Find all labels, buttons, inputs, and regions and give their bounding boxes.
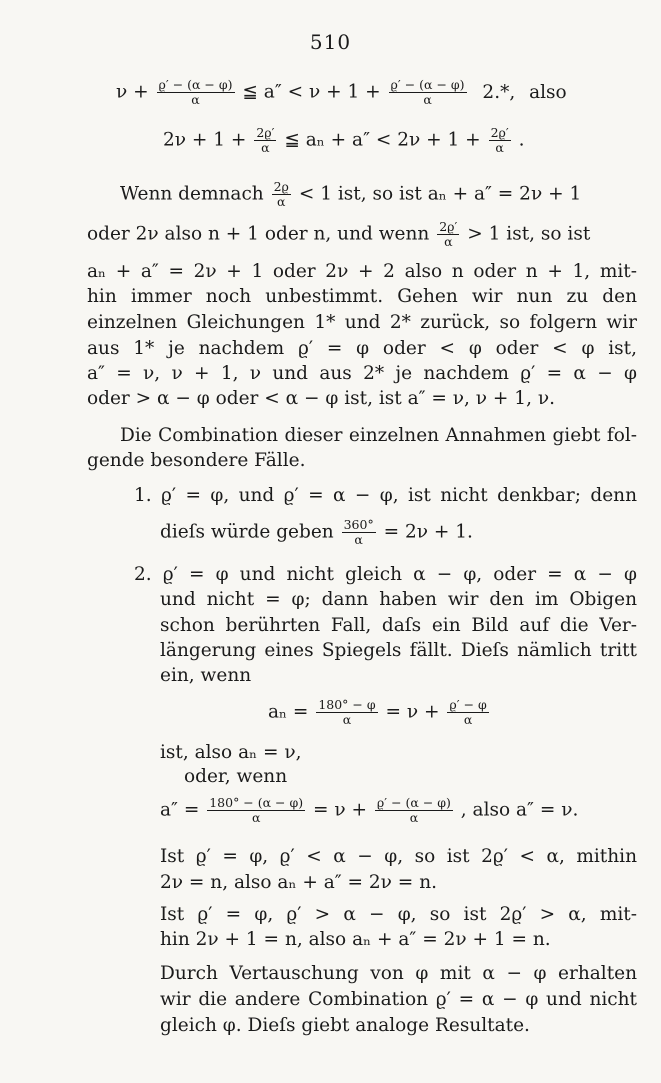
case2-line-1: 2. ϱ′ = φ und nicht gleich α − φ, oder = α − φ — [134, 564, 637, 585]
top-eq1-lhs: ν + — [116, 81, 149, 103]
top-eq1-reference: 2.*, — [482, 81, 516, 103]
top-eq1-middle: ≦ a″ < ν + 1 + — [242, 81, 381, 103]
case1-line-1: 1. ϱ′ = φ, und ϱ′ = α − φ, ist nicht denkbar; denn — [134, 485, 637, 506]
equation-a-double-prime: a″ = $\frac{180^\circ - (\alpha - \varphi)}{\alpha}$ = ν + $\frac{ϱ' - (\alpha - \varphi)}{\alpha}$ , also a″ = ν. — [160, 795, 579, 825]
page-number: 510 — [309, 30, 352, 54]
top-eq2-end: . — [518, 129, 525, 151]
para1-line-7: a″ = ν, ν + 1, ν und aus 2* je nachdem ϱ′ = α − φ — [87, 363, 637, 384]
top-eq1-fraction-1: $\frac{ϱ' - (\alpha - \varphi)}{\alpha}$ — [158, 77, 233, 107]
top-eq2-lhs: 2ν + 1 + — [163, 129, 247, 151]
para2-line-1: Die Combination dieser einzelnen Annahmen giebt fol- — [120, 425, 637, 446]
equation-a-n: aₙ = $\frac{180^\circ - \varphi}{\alpha}$ = ν + $\frac{ϱ' - \varphi}{\alpha}$ — [268, 697, 487, 727]
para1-line-5: einzelnen Gleichungen 1* und 2* zurück, so folgern wir — [87, 312, 637, 333]
para1-line-4: hin immer noch unbestimmt. Gehen wir nun zu den — [87, 286, 637, 307]
case2-line-5: ein, wenn — [160, 665, 252, 686]
para1-line-3: aₙ + a″ = 2ν + 1 oder 2ν + 2 also n oder n + 1, mit- — [87, 261, 637, 282]
para4-line-1: Ist ϱ′ = φ, ϱ′ > α − φ, so ist 2ϱ′ > α, mit- — [160, 904, 637, 925]
top-eq1-fraction-2: $\frac{ϱ' - (\alpha - \varphi)}{\alpha}$ — [390, 77, 465, 107]
case2-line-2: und nicht = φ; dann haben wir den im Obigen — [160, 589, 637, 610]
para1-line-8: oder > α − φ oder < α − φ ist, ist a″ = ν, ν + 1, ν. — [87, 388, 555, 409]
para1-line-2: oder 2ν also n + 1 oder n, und wenn $\frac{2ϱ'}{\alpha}$ > 1 ist, so ist — [87, 219, 591, 249]
case2-line-4: längerung eines Spiegels fällt. Dieſs nämlich tritt — [160, 640, 637, 661]
top-equation-1 — [116, 78, 567, 107]
para4-line-2: hin 2ν + 1 = n, also aₙ + a″ = 2ν + 1 = n. — [160, 929, 551, 950]
top-eq2-fraction-2: $\frac{2ϱ'}{\alpha}$ — [490, 125, 509, 155]
para5-line-2: wir die andere Combination ϱ′ = α − φ und nicht — [160, 989, 637, 1010]
para1-line-6: aus 1* je nachdem ϱ′ = φ oder < φ oder < φ ist, — [87, 338, 637, 359]
para5-line-3: gleich φ. Dieſs giebt analoge Resultate. — [160, 1015, 530, 1036]
case1-line-2: dieſs würde geben $\frac{360^\circ}{\alpha}$ = 2ν + 1. — [160, 517, 473, 547]
para5-line-1: Durch Vertauschung von φ mit α − φ erhalten — [160, 963, 637, 984]
oder-line: oder, wenn — [184, 766, 288, 787]
para3-line-1: Ist ϱ′ = φ, ϱ′ < α − φ, so ist 2ϱ′ < α, mithin — [160, 846, 637, 867]
para1-line-1: Wenn demnach $\frac{2ϱ}{\alpha}$ < 1 ist, so ist aₙ + a″ = 2ν + 1 — [120, 179, 582, 209]
top-eq2-middle: ≦ aₙ + a″ < 2ν + 1 + — [284, 129, 481, 151]
ist-line: ist, also aₙ = ν, — [160, 742, 302, 763]
top-eq2-fraction-1: $\frac{2ϱ'}{\alpha}$ — [256, 125, 275, 155]
para3-line-2: 2ν = n, also aₙ + a″ = 2ν = n. — [160, 872, 437, 893]
para2-line-2: gende besondere Fälle. — [87, 450, 306, 471]
top-equation-2 — [163, 126, 524, 155]
case2-line-3: schon berührten Fall, daſs ein Bild auf die Ver- — [160, 615, 637, 636]
top-eq1-tail: also — [529, 81, 567, 103]
